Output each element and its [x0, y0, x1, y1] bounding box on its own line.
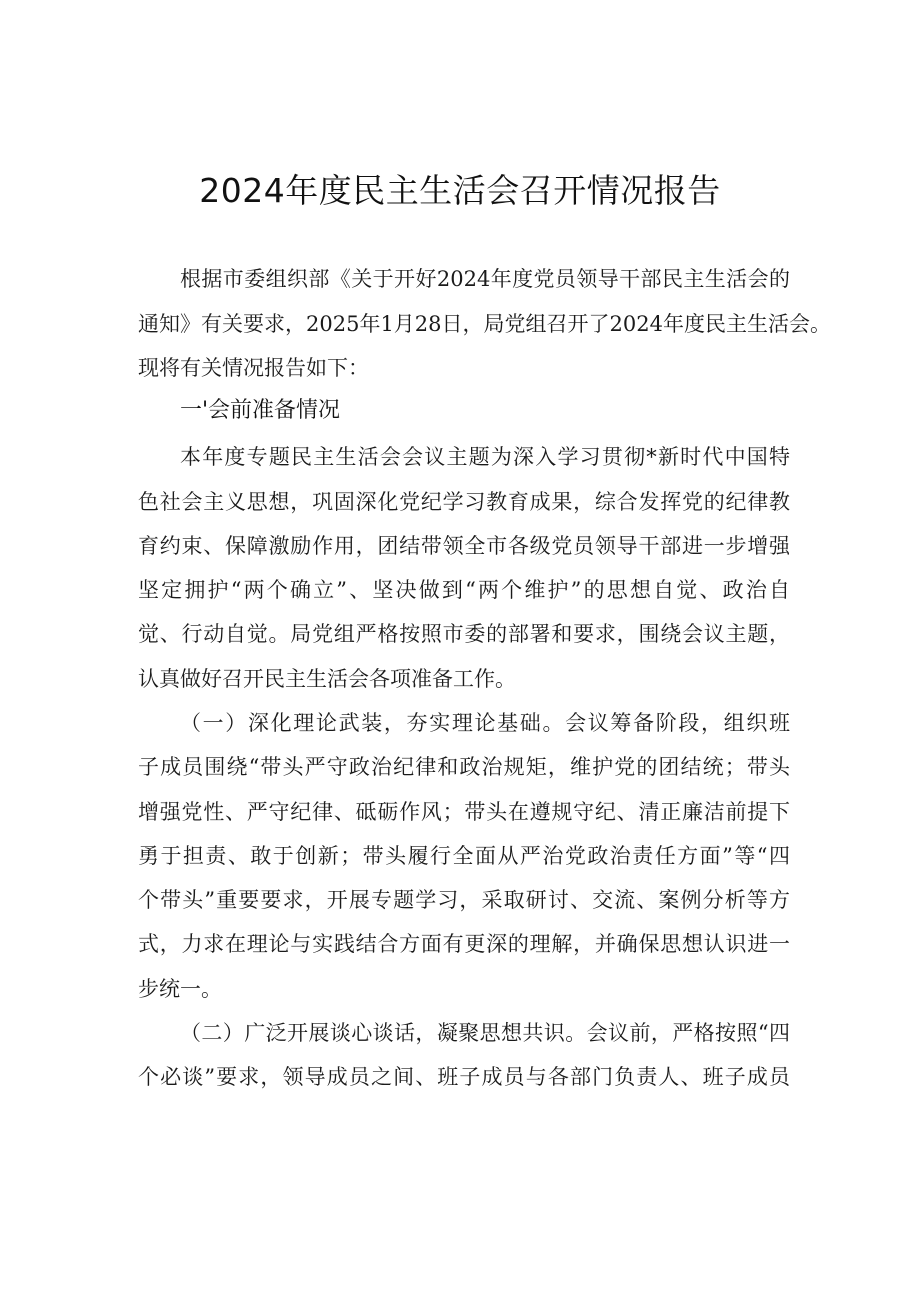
para2-line-6: 式，力求在理论与实践结合方面有更深的理解，并确保思想认识进一 — [138, 932, 790, 956]
document-title: 2024年度民主生活会召开情况报告 — [199, 171, 721, 210]
intro-line-2: 通知》有关要求，2025年1月28日，局党组召开了2024年度民主生活会。 — [138, 312, 831, 336]
intro-line-1: 根据市委组织部《关于开好2024年度党员领导干部民主生活会的 — [180, 267, 790, 291]
para1-line-3: 育约束、保障激励作用，团结带领全市各级党员领导干部进一步增强 — [138, 534, 790, 558]
para3-line-1: （二）广泛开展谈心谈话，凝聚思想共识。会议前，严格按照“四 — [180, 1021, 790, 1045]
para1-line-6: 认真做好召开民主生活会各项准备工作。 — [138, 667, 516, 691]
para3-line-2: 个必谈”要求，领导成员之间、班子成员与各部门负责人、班子成员 — [138, 1065, 790, 1089]
para2-line-5: 个带头”重要要求，开展专题学习，采取研讨、交流、案例分析等方 — [138, 888, 790, 912]
para2-line-3: 增强党性、严守纪律、砥砺作风；带头在遵规守纪、清正廉洁前提下 — [138, 800, 790, 824]
para1-line-5: 觉、行动自觉。局党组严格按照市委的部署和要求，围绕会议主题， — [138, 622, 790, 646]
para2-line-1: （一）深化理论武装，夯实理论基础。会议筹备阶段，组织班 — [180, 711, 790, 735]
intro-line-3: 现将有关情况报告如下： — [138, 356, 369, 380]
para2-line-7: 步统一。 — [138, 977, 222, 1001]
para1-line-1: 本年度专题民主生活会会议主题为深入学习贯彻*新时代中国特 — [180, 445, 790, 469]
para1-line-4: 坚定拥护“两个确立”、坚决做到“两个维护”的思想自觉、政治自 — [138, 578, 790, 602]
section-heading: 一'会前准备情况 — [180, 398, 341, 423]
para1-line-2: 色社会主义思想，巩固深化党纪学习教育成果，综合发挥党的纪律教 — [138, 490, 790, 514]
para2-line-4: 勇于担责、敢于创新；带头履行全面从严治党政治责任方面”等“四 — [138, 844, 790, 868]
para2-line-2: 子成员围绕“带头严守政治纪律和政治规矩，维护党的团结统；带头 — [138, 755, 790, 779]
